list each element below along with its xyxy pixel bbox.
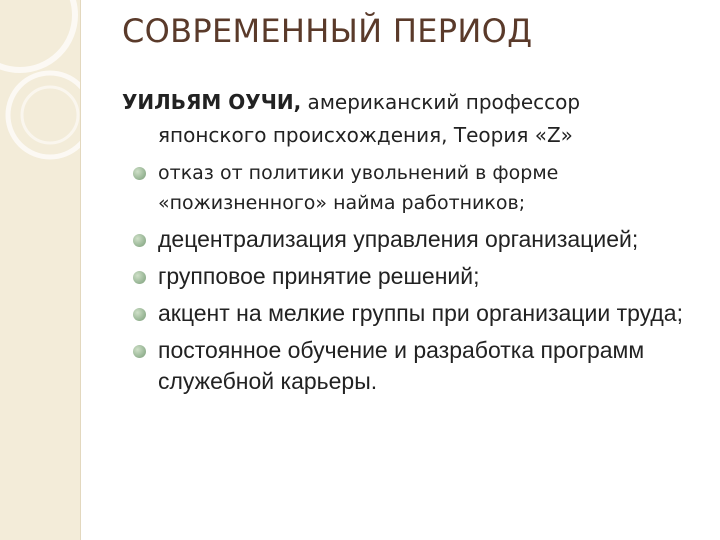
intro-description: американский профессор bbox=[301, 90, 581, 114]
intro-paragraph bbox=[122, 86, 712, 152]
intro-second-line: японского происхождения, Теория «Z» bbox=[158, 123, 573, 147]
slide-content bbox=[122, 86, 712, 403]
list-item-text: постоянное обучение и разработка программ служебной карьеры. bbox=[158, 337, 645, 394]
list-item bbox=[122, 224, 712, 255]
person-name: УИЛЬЯМ ОУЧИ, bbox=[122, 90, 302, 114]
decorative-circles bbox=[0, 0, 80, 540]
bullet-icon bbox=[133, 167, 146, 180]
intro-first-line bbox=[122, 86, 712, 119]
list-item-text: акцент на мелкие группы при организации труда; bbox=[158, 300, 683, 326]
list-item-text: групповое принятие решений; bbox=[158, 263, 480, 289]
bullet-icon bbox=[133, 234, 146, 247]
bullet-icon bbox=[133, 271, 146, 284]
list-item bbox=[122, 298, 712, 329]
slide-title: СОВРЕМЕННЫЙ ПЕРИОД bbox=[122, 12, 533, 50]
list-item bbox=[122, 261, 712, 292]
bullet-icon bbox=[133, 345, 146, 358]
list-item bbox=[122, 158, 712, 218]
list-item bbox=[122, 335, 712, 397]
list-item-text: отказ от политики увольнений в форме «пожизненного» найма работников; bbox=[158, 162, 559, 214]
bullet-icon bbox=[133, 308, 146, 321]
bullet-list bbox=[122, 158, 712, 397]
list-item-text: децентрализация управления организацией; bbox=[158, 226, 639, 252]
decorative-side-band bbox=[0, 0, 81, 540]
